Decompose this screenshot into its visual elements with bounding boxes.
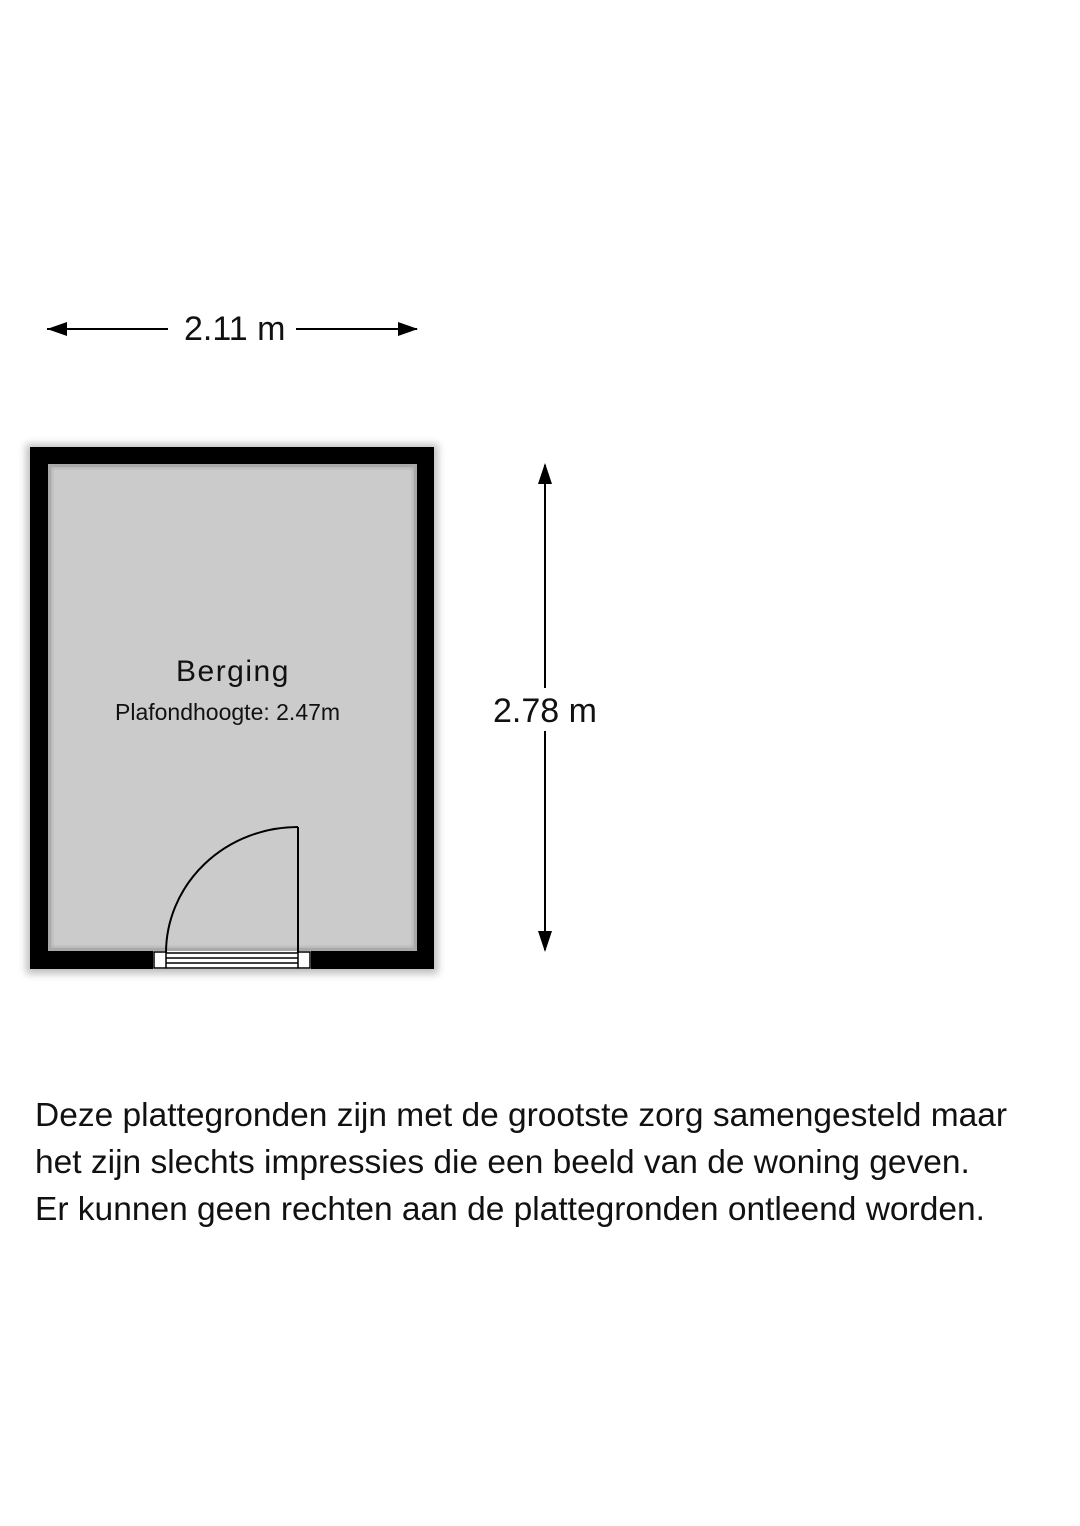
disclaimer-line: het zijn slechts impressies die een beeld van de woning geven. — [35, 1144, 970, 1181]
room-name: Berging — [176, 655, 290, 688]
room-ceiling-height: Plafondhoogte: 2.47m — [115, 699, 341, 725]
disclaimer — [35, 1092, 1075, 1233]
door-jamb-right — [298, 952, 310, 968]
disclaimer-line: Er kunnen geen rechten aan de plattegronden ontleend worden. — [35, 1191, 985, 1228]
door-jamb-left — [154, 952, 166, 968]
width-dimension-label: 2.11 m — [180, 312, 289, 346]
height-dimension-label: 2.78 m — [493, 692, 597, 730]
disclaimer-line: Deze plattegronden zijn met de grootste zorg samengesteld maar — [35, 1097, 1008, 1134]
